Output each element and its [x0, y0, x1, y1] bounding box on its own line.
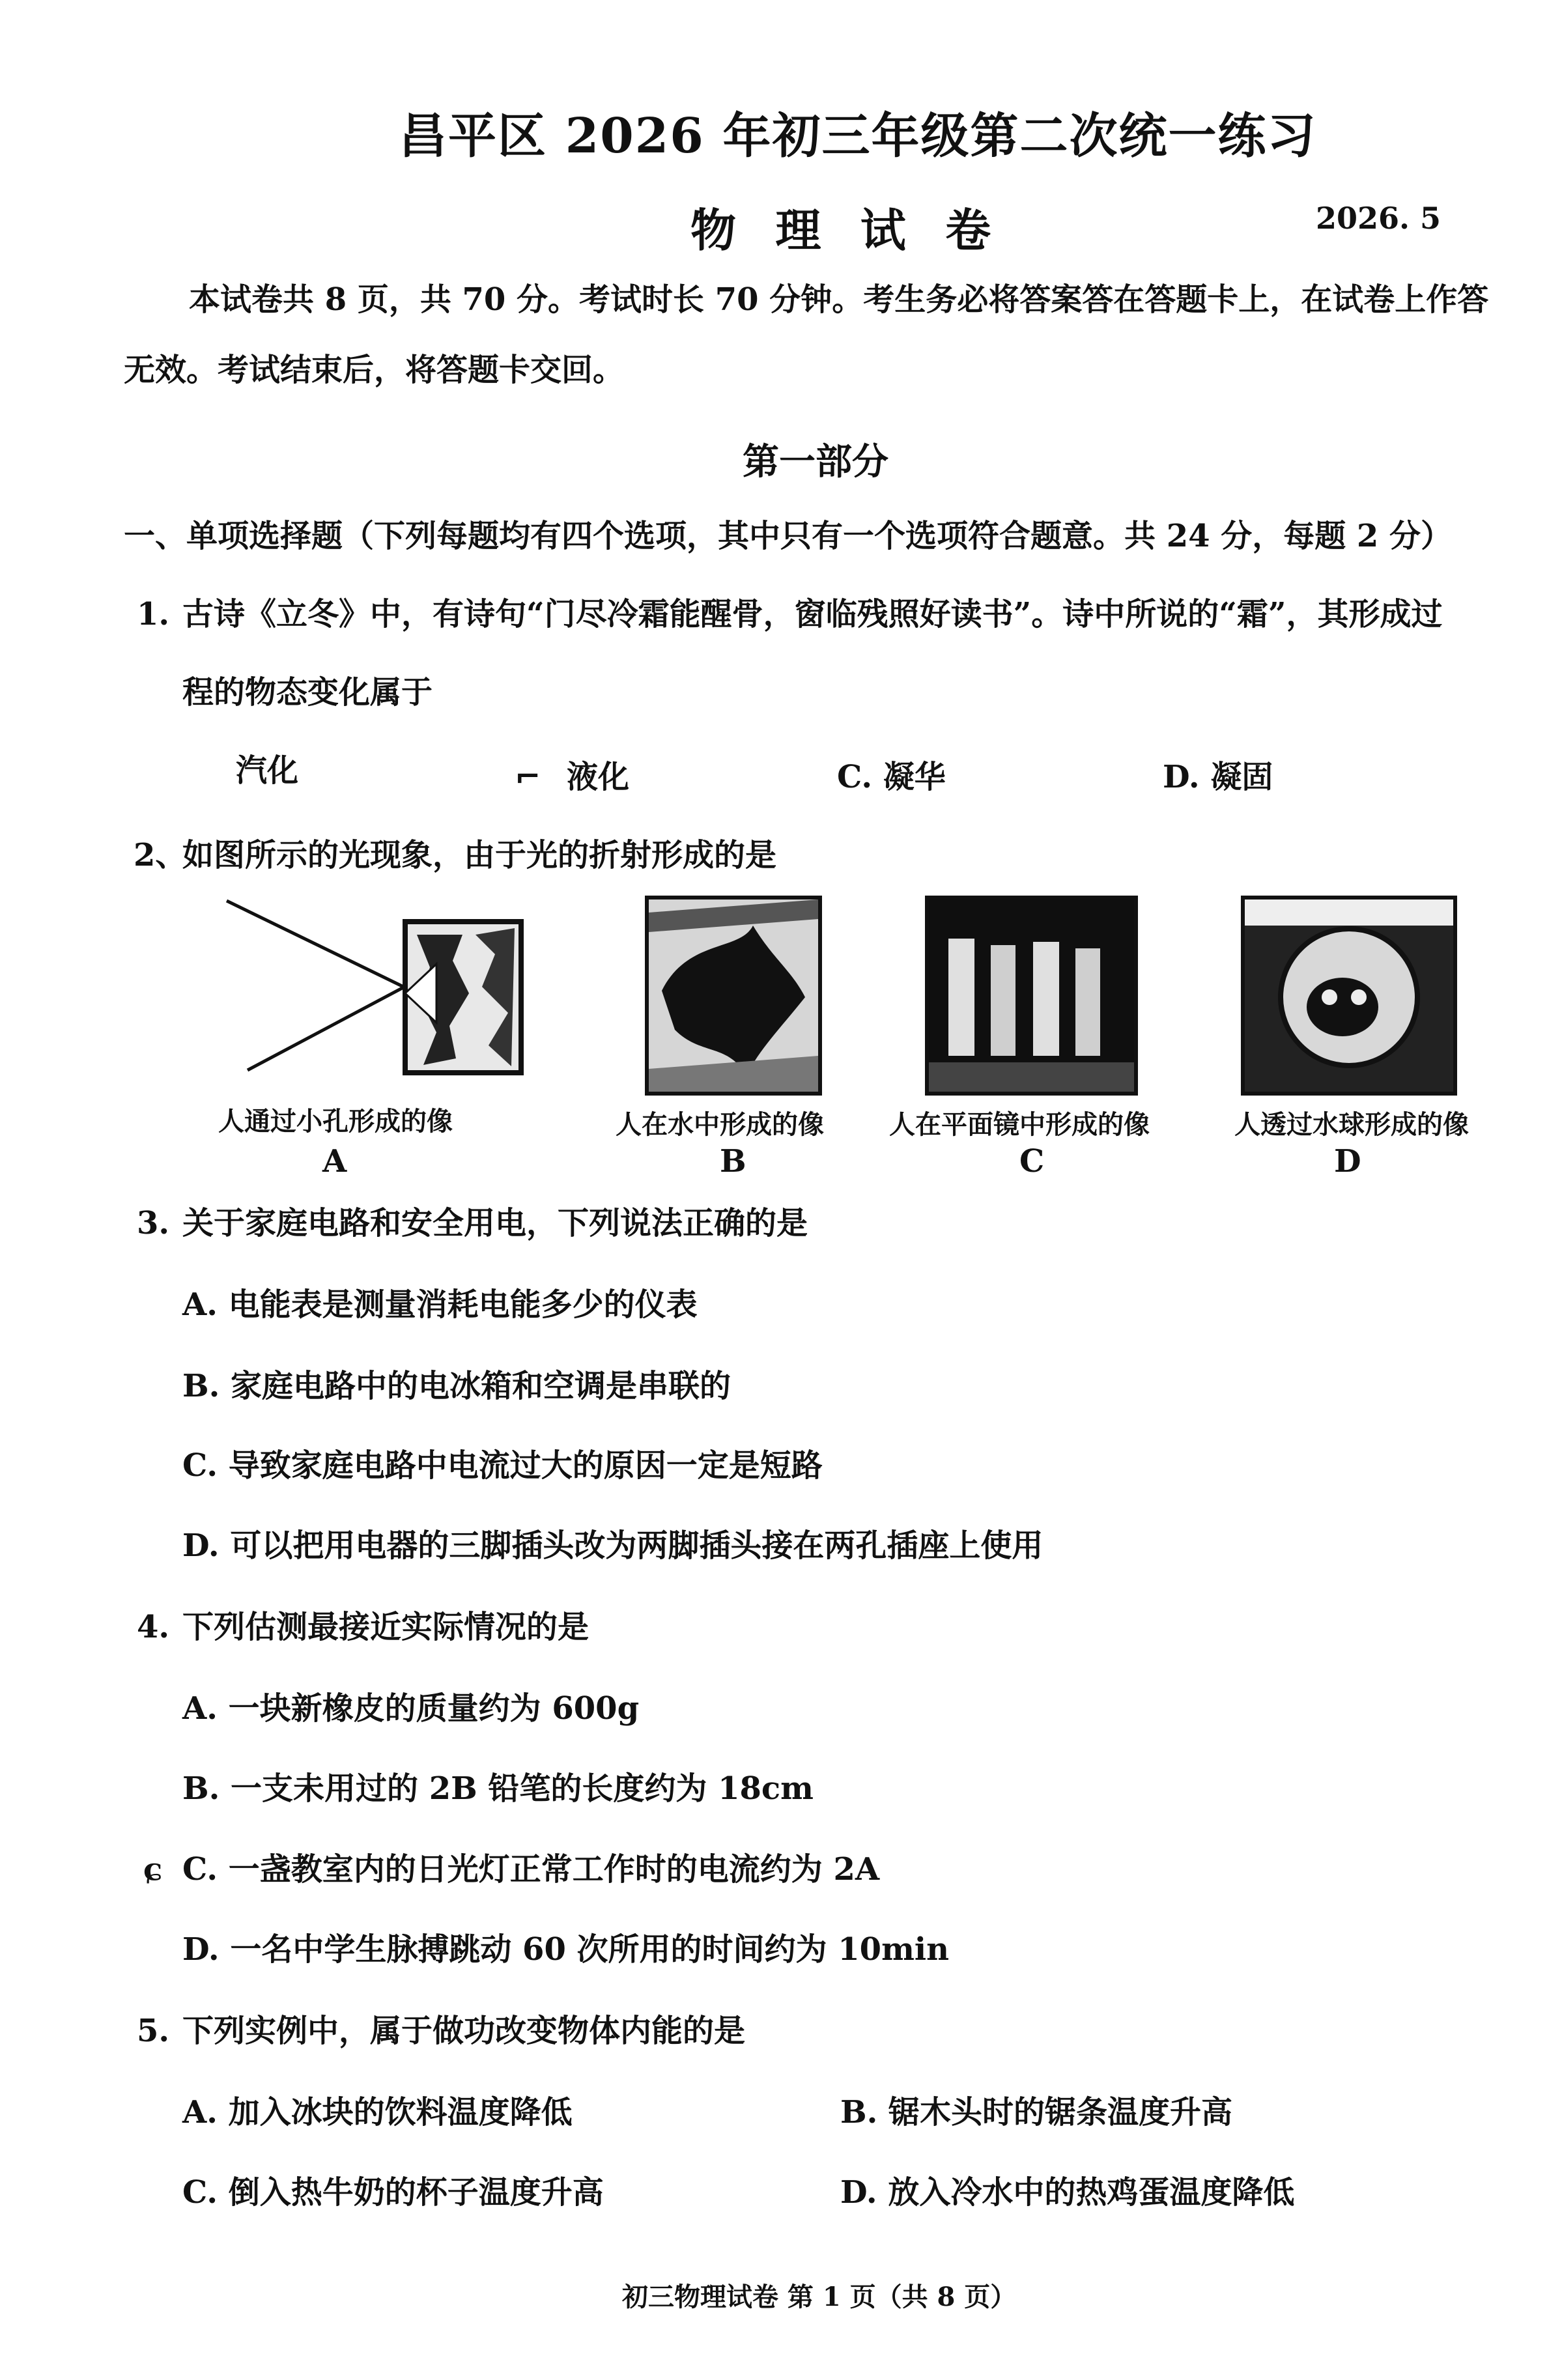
- waterball-graphic: [1245, 900, 1453, 1092]
- question-2-stem: 如图所示的光现象，由于光的折射形成的是: [182, 837, 777, 873]
- question-4-number: 4.: [137, 1609, 170, 1645]
- question-5-option-a: A. 加入冰块的饮料温度降低: [182, 2094, 573, 2131]
- figure-d-letter: D: [1334, 1143, 1361, 1180]
- question-4-option-a: A. 一块新橡皮的质量约为 600g: [182, 1690, 640, 1727]
- question-3-option-d: D. 可以把用电器的三脚插头改为两脚插头接在两孔插座上使用: [182, 1527, 1044, 1564]
- question-4-option-b: B. 一支未用过的 2B 铅笔的长度约为 18cm: [182, 1770, 814, 1807]
- person-4: [1075, 948, 1100, 1056]
- instructions-line-1: 本试卷共 8 页，共 70 分。考试时长 70 分钟。考生务必将答案答在答题卡上，在试卷上作答: [189, 281, 1489, 318]
- pinhole-diagram: [221, 896, 528, 1078]
- question-3-number: 3.: [137, 1205, 170, 1241]
- part-title: 第一部分: [743, 440, 888, 483]
- figure-b-caption: 人在水中形成的像: [616, 1109, 824, 1140]
- figure-b-water-image: [645, 896, 822, 1096]
- exam-subtitle: 物 理 试 卷: [690, 203, 1003, 257]
- light-ray-top: [227, 901, 417, 993]
- figure-c-mirror-image: [925, 896, 1138, 1096]
- light-ray-bottom: [248, 980, 417, 1070]
- question-1-mark: ⌐: [515, 759, 541, 795]
- question-5-option-b: B. 锯木头时的锯条温度升高: [840, 2094, 1232, 2131]
- question-3-option-c: C. 导致家庭电路中电流过大的原因一定是短路: [182, 1447, 823, 1484]
- question-1-stem-line-2: 程的物态变化属于: [182, 674, 433, 711]
- question-3-option-b: B. 家庭电路中的电冰箱和空调是串联的: [182, 1368, 731, 1404]
- water-reflection-graphic: [649, 900, 818, 1092]
- exam-date: 2026. 5: [1316, 201, 1441, 236]
- question-5-stem: 下列实例中，属于做功改变物体内能的是: [182, 2013, 746, 2049]
- question-1-number: 1.: [137, 596, 170, 632]
- question-4-stem: 下列估测最接近实际情况的是: [182, 1609, 589, 1645]
- question-3-option-a: A. 电能表是测量消耗电能多少的仪表: [182, 1286, 698, 1323]
- section-heading: 一、单项选择题（下列每题均有四个选项，其中只有一个选项符合题意。共 24 分，每题 2 分）: [124, 518, 1453, 554]
- figure-d-caption: 人透过水球形成的像: [1234, 1109, 1469, 1140]
- figure-c-caption: 人在平面镜中形成的像: [889, 1109, 1150, 1140]
- question-5-option-c: C. 倒入热牛奶的杯子温度升高: [182, 2174, 604, 2211]
- instructions-line-2: 无效。考试结束后，将答题卡交回。: [124, 352, 625, 388]
- figure-a-pinhole: [221, 896, 528, 1078]
- inverted-face: [1307, 978, 1378, 1036]
- figure-a-caption: 人通过小孔形成的像: [218, 1106, 453, 1137]
- exam-title: 昌平区 2026 年初三年级第二次统一练习: [399, 108, 1317, 164]
- person-2: [991, 945, 1015, 1056]
- figure-b-letter: B: [720, 1143, 746, 1180]
- person-1: [948, 939, 974, 1056]
- question-4-option-c: C. 一盏教室内的日光灯正常工作时的电流约为 2A: [182, 1851, 880, 1888]
- question-5-number: 5.: [137, 2013, 170, 2049]
- person-3: [1033, 942, 1059, 1056]
- figure-a-letter: A: [322, 1143, 347, 1180]
- question-4-mark: ɕ: [143, 1851, 163, 1888]
- question-1-option-c: C. 凝华: [837, 759, 946, 795]
- question-1-option-d: D. 凝固: [1163, 759, 1273, 795]
- question-3-stem: 关于家庭电路和安全用电，下列说法正确的是: [182, 1205, 808, 1241]
- figure-c-letter: C: [1019, 1143, 1045, 1180]
- question-1-stem-line-1: 古诗《立冬》中，有诗句“门尽冷霜能醒骨，窗临残照好读书”。诗中所说的“霜”，其形成过: [182, 596, 1443, 632]
- question-1-option-b: 液化: [567, 759, 630, 795]
- question-4-option-d: D. 一名中学生脉搏跳动 60 次所用的时间约为 10min: [182, 1931, 949, 1968]
- figure-d-waterball-image: [1241, 896, 1457, 1096]
- mirror-graphic: [929, 900, 1134, 1092]
- question-5-option-d: D. 放入冷水中的热鸡蛋温度降低: [840, 2174, 1295, 2211]
- question-1-option-a: 汽化: [236, 752, 299, 789]
- question-2-number: 2、: [134, 837, 187, 873]
- page-footer: 初三物理试卷 第 1 页（共 8 页）: [622, 2282, 1017, 2312]
